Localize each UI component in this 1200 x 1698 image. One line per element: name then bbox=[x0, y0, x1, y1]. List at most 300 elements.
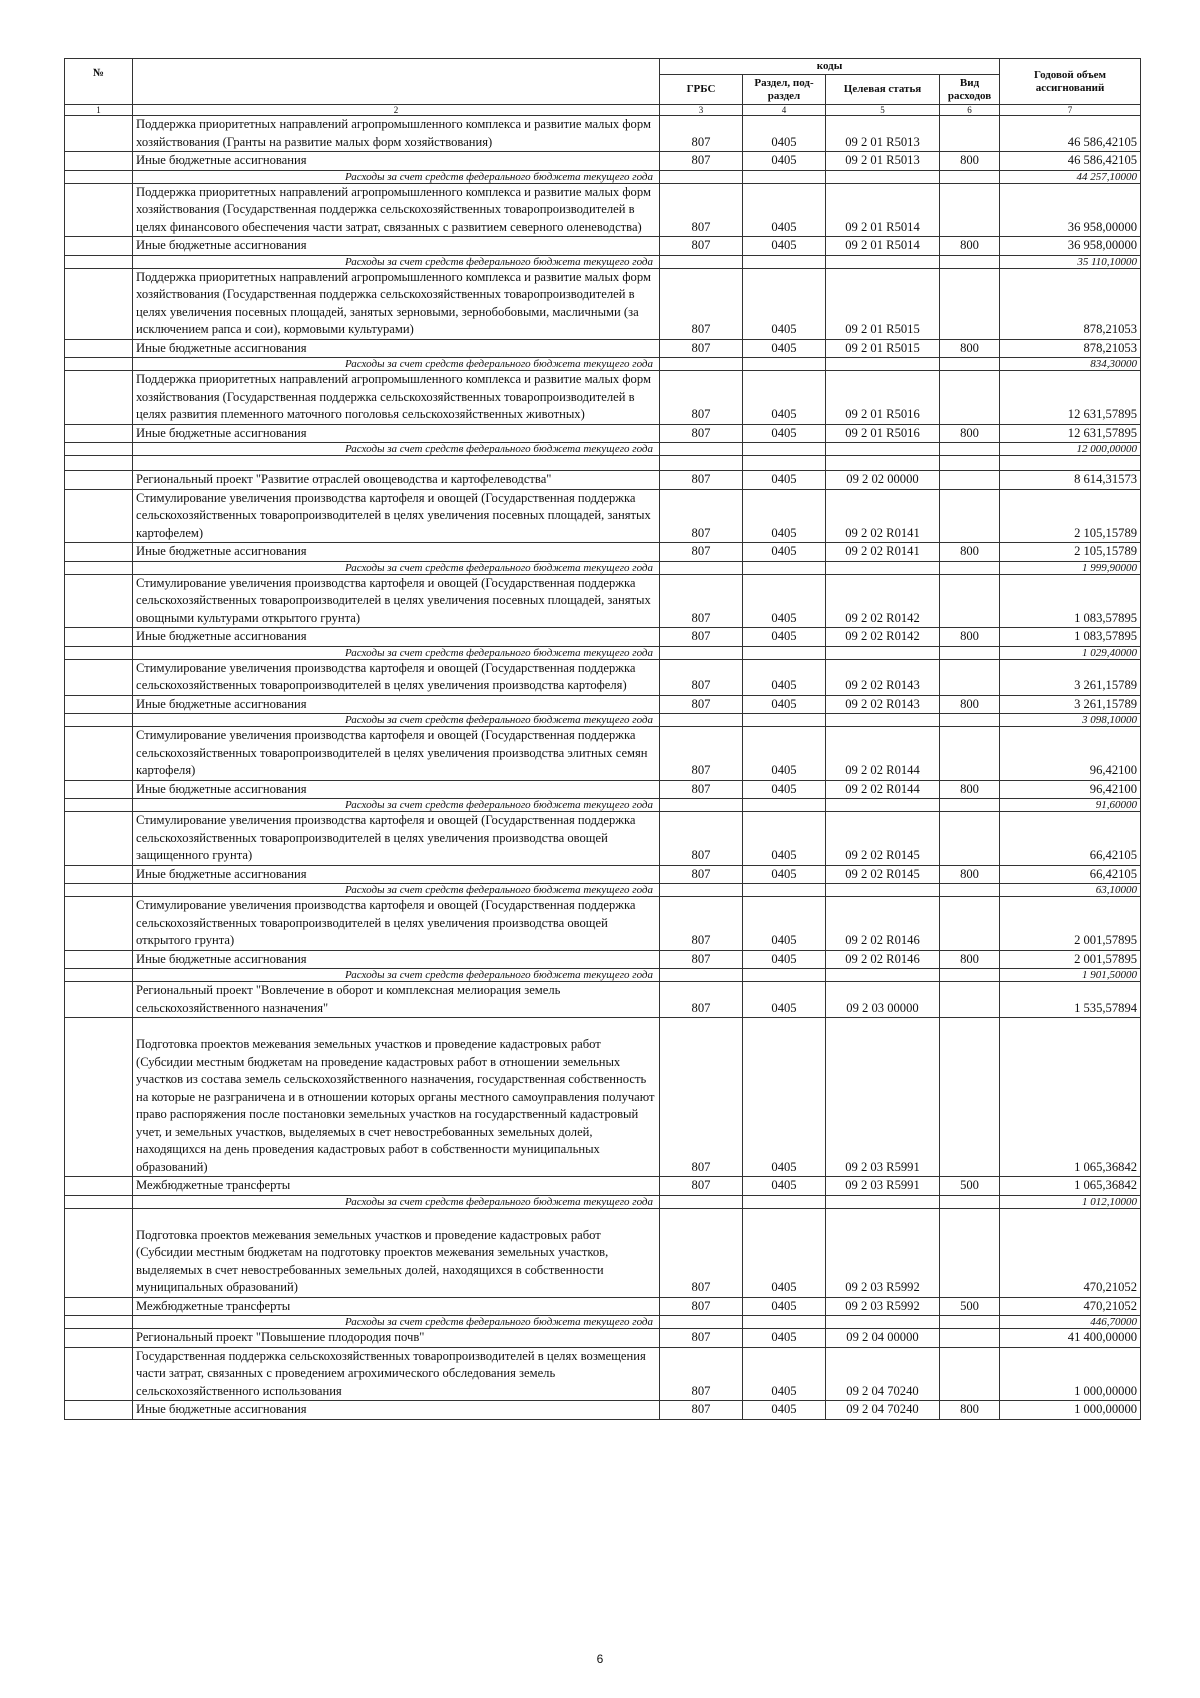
federal-funds-amount: 35 110,10000 bbox=[1000, 255, 1141, 268]
section-code: 0405 bbox=[743, 1018, 826, 1177]
expense-type-code: 800 bbox=[940, 237, 1000, 256]
section-code: 0405 bbox=[743, 659, 826, 695]
grbs-code: 807 bbox=[660, 865, 743, 884]
empty-cell bbox=[940, 456, 1000, 471]
annual-amount: 12 631,57895 bbox=[1000, 424, 1141, 443]
grbs-code: 807 bbox=[660, 543, 743, 562]
annual-amount: 12 631,57895 bbox=[1000, 371, 1141, 425]
expense-type-code bbox=[940, 183, 1000, 237]
target-article-code: 09 2 03 R5992 bbox=[826, 1297, 940, 1316]
empty-cell bbox=[940, 561, 1000, 574]
grbs-code: 807 bbox=[660, 982, 743, 1018]
item-name: Межбюджетные трансферты bbox=[133, 1177, 660, 1196]
table-row bbox=[65, 727, 1141, 781]
num-cell bbox=[65, 1177, 133, 1196]
target-article-code: 09 2 02 00000 bbox=[826, 471, 940, 490]
num-cell bbox=[65, 424, 133, 443]
empty-cell bbox=[743, 255, 826, 268]
federal-funds-row bbox=[65, 358, 1141, 371]
empty-cell bbox=[743, 714, 826, 727]
federal-funds-amount: 446,70000 bbox=[1000, 1316, 1141, 1329]
empty-cell bbox=[826, 1316, 940, 1329]
empty-cell bbox=[660, 456, 743, 471]
target-article-code: 09 2 04 00000 bbox=[826, 1329, 940, 1348]
expense-type-code: 800 bbox=[940, 695, 1000, 714]
table-row bbox=[65, 1177, 1141, 1196]
federal-funds-label: Расходы за счет средств федерального бюджета текущего года bbox=[133, 561, 660, 574]
item-name: Иные бюджетные ассигнования bbox=[133, 152, 660, 171]
num-cell bbox=[65, 339, 133, 358]
expense-type-code: 800 bbox=[940, 543, 1000, 562]
empty-cell bbox=[743, 443, 826, 456]
target-article-code: 09 2 02 R0143 bbox=[826, 659, 940, 695]
table-row bbox=[65, 116, 1141, 152]
annual-amount: 36 958,00000 bbox=[1000, 183, 1141, 237]
expense-type-code: 500 bbox=[940, 1297, 1000, 1316]
federal-funds-amount: 1 029,40000 bbox=[1000, 646, 1141, 659]
item-name: Стимулирование увеличения производства картофеля и овощей (Государственная поддержка сельскохозяйственных товаропроизводителей в целях увеличения производства овощей защищенного грунта) bbox=[133, 812, 660, 866]
grbs-code: 807 bbox=[660, 812, 743, 866]
table-row bbox=[65, 1347, 1141, 1401]
expense-type-code bbox=[940, 812, 1000, 866]
item-name: Иные бюджетные ассигнования bbox=[133, 1401, 660, 1420]
section-code: 0405 bbox=[743, 628, 826, 647]
target-article-code: 09 2 03 R5991 bbox=[826, 1018, 940, 1177]
empty-cell bbox=[826, 255, 940, 268]
item-name: Поддержка приоритетных направлений агропромышленного комплекса и развитие малых форм хозяйствования (Государственная поддержка сельскохозяйственных товаропроизводителей в целях увеличения посевных площадей, занятых зерновыми, зернобобовыми, масличными (за исключением рапса и сои), кормовыми культурами) bbox=[133, 268, 660, 339]
annual-amount: 2 105,15789 bbox=[1000, 489, 1141, 543]
item-name: Подготовка проектов межевания земельных участков и проведение кадастровых работ (Субсидии местным бюджетам на проведение кадастровых работ в отношении земельных участков из состава земель сельскохозяйственного назначения, государственная собственность на которые не разграничена и в отношении которых органы местного самоуправления получают право распоряжения после постановки земельных участков на государственный кадастровый учет, и земельных участков, выделяемых в счет невостребованных земельных долей, находящихся на день проведения кадастровых работ в собственности муниципальных образований) bbox=[133, 1018, 660, 1177]
target-article-code: 09 2 02 R0145 bbox=[826, 865, 940, 884]
num-cell bbox=[65, 183, 133, 237]
grbs-code: 807 bbox=[660, 183, 743, 237]
col-num-4: 4 bbox=[743, 105, 826, 116]
section-code: 0405 bbox=[743, 865, 826, 884]
expense-type-code bbox=[940, 1208, 1000, 1297]
federal-funds-row bbox=[65, 255, 1141, 268]
table-row bbox=[65, 268, 1141, 339]
grbs-code: 807 bbox=[660, 1297, 743, 1316]
grbs-code: 807 bbox=[660, 1018, 743, 1177]
empty-cell bbox=[940, 358, 1000, 371]
target-article-code: 09 2 01 R5015 bbox=[826, 339, 940, 358]
section-code: 0405 bbox=[743, 1329, 826, 1348]
item-name: Поддержка приоритетных направлений агропромышленного комплекса и развитие малых форм хозяйствования (Государственная поддержка сельскохозяйственных товаропроизводителей в целях развития племенного маточного поголовья сельскохозяйственных животных) bbox=[133, 371, 660, 425]
federal-funds-label: Расходы за счет средств федерального бюджета текущего года bbox=[133, 1195, 660, 1208]
empty-cell bbox=[826, 561, 940, 574]
expense-type-code: 800 bbox=[940, 950, 1000, 969]
federal-funds-amount: 91,60000 bbox=[1000, 799, 1141, 812]
header-num: № bbox=[65, 59, 133, 105]
table-row bbox=[65, 471, 1141, 490]
federal-funds-amount: 1 999,90000 bbox=[1000, 561, 1141, 574]
col-num-3: 3 bbox=[660, 105, 743, 116]
target-article-code: 09 2 03 00000 bbox=[826, 982, 940, 1018]
federal-funds-label: Расходы за счет средств федерального бюджета текущего года bbox=[133, 443, 660, 456]
col-num-7: 7 bbox=[1000, 105, 1141, 116]
expense-type-code bbox=[940, 1018, 1000, 1177]
annual-amount: 2 105,15789 bbox=[1000, 543, 1141, 562]
annual-amount: 3 261,15789 bbox=[1000, 659, 1141, 695]
table-row bbox=[65, 574, 1141, 628]
federal-funds-label: Расходы за счет средств федерального бюджета текущего года bbox=[133, 1316, 660, 1329]
page-number: 6 bbox=[596, 1652, 604, 1666]
annual-amount: 41 400,00000 bbox=[1000, 1329, 1141, 1348]
grbs-code: 807 bbox=[660, 424, 743, 443]
header-razdel: Раздел, под-раздел bbox=[743, 75, 826, 105]
annual-amount: 470,21052 bbox=[1000, 1297, 1141, 1316]
annual-amount: 1 083,57895 bbox=[1000, 574, 1141, 628]
item-name: Иные бюджетные ассигнования bbox=[133, 780, 660, 799]
table-row bbox=[65, 659, 1141, 695]
budget-table bbox=[64, 58, 1141, 1420]
grbs-code: 807 bbox=[660, 727, 743, 781]
grbs-code: 807 bbox=[660, 628, 743, 647]
federal-funds-row bbox=[65, 646, 1141, 659]
empty-cell bbox=[940, 799, 1000, 812]
num-cell bbox=[65, 695, 133, 714]
expense-type-code: 500 bbox=[940, 1177, 1000, 1196]
table-row bbox=[65, 371, 1141, 425]
federal-funds-amount: 1 012,10000 bbox=[1000, 1195, 1141, 1208]
header-amount: Годовой объем ассигнований bbox=[1000, 59, 1141, 105]
item-name: Поддержка приоритетных направлений агропромышленного комплекса и развитие малых форм хозяйствования (Государственная поддержка сельскохозяйственных товаропроизводителей в целях финансового обеспечения части затрат, связанных с развитием северного оленеводства) bbox=[133, 183, 660, 237]
num-cell bbox=[65, 358, 133, 371]
empty-cell bbox=[1000, 456, 1141, 471]
num-cell bbox=[65, 1316, 133, 1329]
annual-amount: 36 958,00000 bbox=[1000, 237, 1141, 256]
num-cell bbox=[65, 116, 133, 152]
empty-cell bbox=[940, 1316, 1000, 1329]
section-code: 0405 bbox=[743, 489, 826, 543]
section-code: 0405 bbox=[743, 812, 826, 866]
num-cell bbox=[65, 1401, 133, 1420]
section-code: 0405 bbox=[743, 183, 826, 237]
federal-funds-row bbox=[65, 1195, 1141, 1208]
table-row bbox=[65, 152, 1141, 171]
target-article-code: 09 2 02 R0146 bbox=[826, 897, 940, 951]
table-row bbox=[65, 812, 1141, 866]
target-article-code: 09 2 02 R0141 bbox=[826, 489, 940, 543]
table-row bbox=[65, 695, 1141, 714]
table-row bbox=[65, 950, 1141, 969]
item-name: Межбюджетные трансферты bbox=[133, 1297, 660, 1316]
federal-funds-label: Расходы за счет средств федерального бюджета текущего года bbox=[133, 714, 660, 727]
section-code: 0405 bbox=[743, 780, 826, 799]
empty-cell bbox=[826, 358, 940, 371]
empty-cell bbox=[940, 969, 1000, 982]
empty-cell bbox=[826, 969, 940, 982]
federal-funds-amount: 12 000,00000 bbox=[1000, 443, 1141, 456]
item-name: Стимулирование увеличения производства картофеля и овощей (Государственная поддержка сельскохозяйственных товаропроизводителей в целях увеличения производства картофеля) bbox=[133, 659, 660, 695]
annual-amount: 1 000,00000 bbox=[1000, 1401, 1141, 1420]
expense-type-code bbox=[940, 897, 1000, 951]
expense-type-code: 800 bbox=[940, 865, 1000, 884]
target-article-code: 09 2 04 70240 bbox=[826, 1401, 940, 1420]
num-cell bbox=[65, 812, 133, 866]
empty-cell bbox=[826, 170, 940, 183]
empty-cell bbox=[940, 255, 1000, 268]
table-row bbox=[65, 489, 1141, 543]
num-cell bbox=[65, 1329, 133, 1348]
target-article-code: 09 2 02 R0146 bbox=[826, 950, 940, 969]
annual-amount: 1 083,57895 bbox=[1000, 628, 1141, 647]
item-name: Стимулирование увеличения производства картофеля и овощей (Государственная поддержка сельскохозяйственных товаропроизводителей в целях увеличения посевных площадей, занятых картофелем) bbox=[133, 489, 660, 543]
num-cell bbox=[65, 1208, 133, 1297]
annual-amount: 1 065,36842 bbox=[1000, 1177, 1141, 1196]
annual-amount: 46 586,42105 bbox=[1000, 152, 1141, 171]
empty-cell bbox=[743, 799, 826, 812]
table-row bbox=[65, 1297, 1141, 1316]
num-cell bbox=[65, 489, 133, 543]
empty-cell bbox=[660, 443, 743, 456]
budget-table-sheet bbox=[64, 58, 1140, 1420]
empty-cell bbox=[660, 1195, 743, 1208]
section-code: 0405 bbox=[743, 574, 826, 628]
table-row bbox=[65, 1018, 1141, 1177]
expense-type-code bbox=[940, 982, 1000, 1018]
num-cell bbox=[65, 884, 133, 897]
grbs-code: 807 bbox=[660, 659, 743, 695]
federal-funds-label: Расходы за счет средств федерального бюджета текущего года bbox=[133, 969, 660, 982]
empty-cell bbox=[826, 799, 940, 812]
section-code: 0405 bbox=[743, 543, 826, 562]
num-cell bbox=[65, 950, 133, 969]
item-name: Иные бюджетные ассигнования bbox=[133, 628, 660, 647]
target-article-code: 09 2 02 R0141 bbox=[826, 543, 940, 562]
target-article-code: 09 2 01 R5015 bbox=[826, 268, 940, 339]
empty-cell bbox=[660, 561, 743, 574]
empty-cell bbox=[826, 884, 940, 897]
header-cel: Целевая статья bbox=[826, 75, 940, 105]
num-cell bbox=[65, 152, 133, 171]
annual-amount: 470,21052 bbox=[1000, 1208, 1141, 1297]
federal-funds-label: Расходы за счет средств федерального бюджета текущего года bbox=[133, 799, 660, 812]
table-row bbox=[65, 780, 1141, 799]
target-article-code: 09 2 02 R0144 bbox=[826, 780, 940, 799]
target-article-code: 09 2 03 R5992 bbox=[826, 1208, 940, 1297]
empty-cell bbox=[743, 1316, 826, 1329]
num-cell bbox=[65, 237, 133, 256]
empty-cell bbox=[826, 646, 940, 659]
num-cell bbox=[65, 799, 133, 812]
num-cell bbox=[65, 865, 133, 884]
annual-amount: 878,21053 bbox=[1000, 268, 1141, 339]
target-article-code: 09 2 04 70240 bbox=[826, 1347, 940, 1401]
expense-type-code bbox=[940, 1347, 1000, 1401]
expense-type-code: 800 bbox=[940, 1401, 1000, 1420]
num-cell bbox=[65, 714, 133, 727]
empty-cell bbox=[826, 714, 940, 727]
section-code: 0405 bbox=[743, 339, 826, 358]
item-name: Государственная поддержка сельскохозяйственных товаропроизводителей в целях возмещения части затрат, связанных с проведением агрохимического обследования земель сельскохозяйственного использования bbox=[133, 1347, 660, 1401]
federal-funds-row bbox=[65, 799, 1141, 812]
section-code: 0405 bbox=[743, 268, 826, 339]
section-code: 0405 bbox=[743, 727, 826, 781]
num-cell bbox=[65, 371, 133, 425]
table-row bbox=[65, 1208, 1141, 1297]
table-row bbox=[65, 183, 1141, 237]
section-code: 0405 bbox=[743, 950, 826, 969]
empty-cell bbox=[826, 456, 940, 471]
empty-cell bbox=[660, 255, 743, 268]
empty-cell bbox=[940, 1195, 1000, 1208]
empty-cell bbox=[940, 443, 1000, 456]
header-codes: коды bbox=[660, 59, 1000, 75]
empty-cell bbox=[940, 646, 1000, 659]
grbs-code: 807 bbox=[660, 1347, 743, 1401]
grbs-code: 807 bbox=[660, 574, 743, 628]
item-name: Поддержка приоритетных направлений агропромышленного комплекса и развитие малых форм хозяйствования (Гранты на развитие малых форм хозяйствования) bbox=[133, 116, 660, 152]
expense-type-code bbox=[940, 489, 1000, 543]
empty-cell bbox=[743, 1195, 826, 1208]
federal-funds-amount: 1 901,50000 bbox=[1000, 969, 1141, 982]
num-cell bbox=[65, 255, 133, 268]
target-article-code: 09 2 01 R5016 bbox=[826, 424, 940, 443]
header-vid: Вид расходов bbox=[940, 75, 1000, 105]
grbs-code: 807 bbox=[660, 268, 743, 339]
empty-cell bbox=[65, 456, 133, 471]
num-cell bbox=[65, 780, 133, 799]
grbs-code: 807 bbox=[660, 471, 743, 490]
expense-type-code: 800 bbox=[940, 628, 1000, 647]
col-num-2: 2 bbox=[133, 105, 660, 116]
section-code: 0405 bbox=[743, 695, 826, 714]
federal-funds-row bbox=[65, 443, 1141, 456]
federal-funds-amount: 3 098,10000 bbox=[1000, 714, 1141, 727]
item-name: Стимулирование увеличения производства картофеля и овощей (Государственная поддержка сельскохозяйственных товаропроизводителей в целях увеличения производства элитных семян картофеля) bbox=[133, 727, 660, 781]
col-num-1: 1 bbox=[65, 105, 133, 116]
table-row bbox=[65, 543, 1141, 562]
annual-amount: 2 001,57895 bbox=[1000, 950, 1141, 969]
annual-amount: 878,21053 bbox=[1000, 339, 1141, 358]
target-article-code: 09 2 01 R5013 bbox=[826, 116, 940, 152]
expense-type-code: 800 bbox=[940, 152, 1000, 171]
target-article-code: 09 2 02 R0143 bbox=[826, 695, 940, 714]
table-row bbox=[65, 865, 1141, 884]
num-cell bbox=[65, 659, 133, 695]
section-code: 0405 bbox=[743, 1297, 826, 1316]
section-code: 0405 bbox=[743, 1177, 826, 1196]
annual-amount: 3 261,15789 bbox=[1000, 695, 1141, 714]
item-name: Региональный проект "Вовлечение в оборот и комплексная мелиорация земель сельскохозяйственного назначения" bbox=[133, 982, 660, 1018]
expense-type-code bbox=[940, 727, 1000, 781]
section-code: 0405 bbox=[743, 1347, 826, 1401]
grbs-code: 807 bbox=[660, 371, 743, 425]
grbs-code: 807 bbox=[660, 1401, 743, 1420]
empty-cell bbox=[660, 714, 743, 727]
item-name: Региональный проект "Повышение плодородия почв" bbox=[133, 1329, 660, 1348]
num-cell bbox=[65, 1195, 133, 1208]
expense-type-code: 800 bbox=[940, 780, 1000, 799]
grbs-code: 807 bbox=[660, 152, 743, 171]
federal-funds-row bbox=[65, 884, 1141, 897]
table-row bbox=[65, 982, 1141, 1018]
expense-type-code bbox=[940, 268, 1000, 339]
annual-amount: 96,42100 bbox=[1000, 780, 1141, 799]
section-code: 0405 bbox=[743, 237, 826, 256]
empty-cell bbox=[660, 1316, 743, 1329]
table-row bbox=[65, 1329, 1141, 1348]
section-code: 0405 bbox=[743, 116, 826, 152]
empty-cell bbox=[743, 561, 826, 574]
table-row bbox=[65, 237, 1141, 256]
section-code: 0405 bbox=[743, 1401, 826, 1420]
item-name: Региональный проект "Развитие отраслей овощеводства и картофелеводства" bbox=[133, 471, 660, 490]
empty-cell bbox=[660, 646, 743, 659]
grbs-code: 807 bbox=[660, 780, 743, 799]
item-name: Иные бюджетные ассигнования bbox=[133, 339, 660, 358]
annual-amount: 46 586,42105 bbox=[1000, 116, 1141, 152]
header-column-numbers bbox=[65, 105, 1141, 116]
section-code: 0405 bbox=[743, 424, 826, 443]
federal-funds-row bbox=[65, 969, 1141, 982]
federal-funds-label: Расходы за счет средств федерального бюджета текущего года bbox=[133, 884, 660, 897]
item-name: Иные бюджетные ассигнования bbox=[133, 950, 660, 969]
num-cell bbox=[65, 561, 133, 574]
num-cell bbox=[65, 170, 133, 183]
federal-funds-row bbox=[65, 170, 1141, 183]
num-cell bbox=[65, 1297, 133, 1316]
empty-cell bbox=[133, 456, 660, 471]
item-name: Иные бюджетные ассигнования bbox=[133, 543, 660, 562]
empty-cell bbox=[826, 443, 940, 456]
federal-funds-label: Расходы за счет средств федерального бюджета текущего года bbox=[133, 358, 660, 371]
empty-cell bbox=[940, 170, 1000, 183]
expense-type-code: 800 bbox=[940, 339, 1000, 358]
item-name: Иные бюджетные ассигнования bbox=[133, 424, 660, 443]
target-article-code: 09 2 02 R0142 bbox=[826, 574, 940, 628]
federal-funds-amount: 834,30000 bbox=[1000, 358, 1141, 371]
federal-funds-amount: 63,10000 bbox=[1000, 884, 1141, 897]
grbs-code: 807 bbox=[660, 1329, 743, 1348]
grbs-code: 807 bbox=[660, 695, 743, 714]
empty-cell bbox=[660, 358, 743, 371]
federal-funds-label: Расходы за счет средств федерального бюджета текущего года bbox=[133, 170, 660, 183]
item-name: Стимулирование увеличения производства картофеля и овощей (Государственная поддержка сельскохозяйственных товаропроизводителей в целях увеличения производства овощей открытого грунта) bbox=[133, 897, 660, 951]
federal-funds-label: Расходы за счет средств федерального бюджета текущего года bbox=[133, 255, 660, 268]
num-cell bbox=[65, 646, 133, 659]
grbs-code: 807 bbox=[660, 116, 743, 152]
federal-funds-row bbox=[65, 714, 1141, 727]
expense-type-code bbox=[940, 659, 1000, 695]
federal-funds-row bbox=[65, 561, 1141, 574]
empty-cell bbox=[826, 1195, 940, 1208]
expense-type-code: 800 bbox=[940, 424, 1000, 443]
expense-type-code bbox=[940, 116, 1000, 152]
target-article-code: 09 2 01 R5016 bbox=[826, 371, 940, 425]
empty-cell bbox=[660, 969, 743, 982]
annual-amount: 66,42105 bbox=[1000, 812, 1141, 866]
table-row bbox=[65, 628, 1141, 647]
table-header bbox=[65, 59, 1141, 116]
grbs-code: 807 bbox=[660, 950, 743, 969]
empty-cell bbox=[660, 884, 743, 897]
header-name bbox=[133, 59, 660, 105]
expense-type-code bbox=[940, 1329, 1000, 1348]
item-name: Стимулирование увеличения производства картофеля и овощей (Государственная поддержка сельскохозяйственных товаропроизводителей в целях увеличения посевных площадей, занятых овощными культурами открытого грунта) bbox=[133, 574, 660, 628]
federal-funds-label: Расходы за счет средств федерального бюджета текущего года bbox=[133, 646, 660, 659]
target-article-code: 09 2 02 R0145 bbox=[826, 812, 940, 866]
federal-funds-amount: 44 257,10000 bbox=[1000, 170, 1141, 183]
empty-cell bbox=[660, 170, 743, 183]
annual-amount: 96,42100 bbox=[1000, 727, 1141, 781]
num-cell bbox=[65, 897, 133, 951]
num-cell bbox=[65, 969, 133, 982]
item-name: Иные бюджетные ассигнования bbox=[133, 695, 660, 714]
section-code: 0405 bbox=[743, 982, 826, 1018]
grbs-code: 807 bbox=[660, 897, 743, 951]
